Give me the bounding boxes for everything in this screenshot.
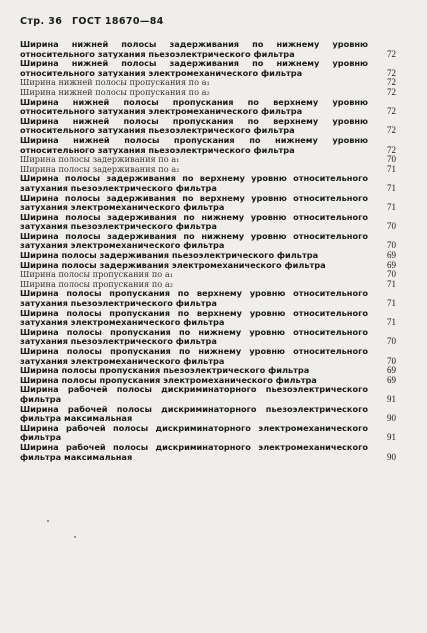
index-page-number: 70 <box>387 221 396 232</box>
index-page-number: 70 <box>387 269 396 280</box>
page-number: Стр. 36 <box>20 16 63 27</box>
index-term: Ширина полосы задерживания по a₂ <box>20 163 180 174</box>
index-term: Ширина полосы задерживания электромеханического фильтра <box>20 259 326 270</box>
index-term: Ширина полосы задерживания по a₁ <box>20 154 180 165</box>
index-page-number: 72 <box>387 125 396 136</box>
index-entry <box>20 174 396 193</box>
index-entry <box>20 136 396 155</box>
index-term: Ширина нижней полосы пропускания по a₂ <box>20 86 210 97</box>
index-term: Ширина нижней полосы пропускания по верхнему уровню относительного затухания электромеханического фильтра <box>20 96 368 117</box>
page-header <box>20 16 164 27</box>
index-page-number: 70 <box>387 240 396 251</box>
index-page-number: 71 <box>387 202 396 213</box>
index-page-number: 71 <box>387 278 396 289</box>
index-entry <box>20 98 396 117</box>
term-index <box>20 40 396 462</box>
index-entry <box>20 289 396 308</box>
index-term: Ширина полосы пропускания по нижнему уровню относительного затухания пьезоэлектрического фильтра <box>20 326 368 347</box>
index-entry <box>20 347 396 366</box>
index-page-number: 70 <box>387 154 396 165</box>
index-page-number: 72 <box>387 106 396 117</box>
index-entry <box>20 59 396 78</box>
index-term: Ширина нижней полосы задерживания по нижнему уровню относительного затухания электромеханического фильтра <box>20 58 368 78</box>
index-term: Ширина полосы задерживания по нижнему уровню относительного затухания электромеханического фильтра <box>20 230 368 251</box>
index-entry <box>20 443 396 462</box>
index-page-number: 69 <box>387 374 396 385</box>
scan-speck <box>74 536 76 538</box>
index-entry <box>20 385 396 404</box>
index-entry <box>20 213 396 232</box>
index-term: Ширина полосы задерживания по верхнему уровню относительного затухания пьезоэлектрического фильтра <box>20 173 368 193</box>
index-term: Ширина полосы пропускания по нижнему уровню относительного затухания электромеханического фильтра <box>20 346 368 366</box>
index-term: Ширина полосы пропускания по верхнему уровню относительного затухания пьезоэлектрического фильтра <box>20 288 368 309</box>
index-term: Ширина нижней полосы задерживания по нижнему уровню относительного затухания пьезоэлектрического фильтра <box>20 39 368 59</box>
index-entry <box>20 194 396 213</box>
standard-number: ГОСТ 18670—84 <box>71 16 164 27</box>
index-page-number: 69 <box>387 250 396 261</box>
index-page-number: 71 <box>387 163 396 174</box>
index-entry <box>20 232 396 251</box>
index-entry <box>20 328 396 347</box>
index-page-number: 72 <box>387 77 396 88</box>
index-page-number: 90 <box>387 451 396 462</box>
index-page-number: 71 <box>387 182 396 193</box>
index-entry <box>20 309 396 328</box>
index-page-number: 91 <box>387 432 396 443</box>
index-term: Ширина рабочей полосы дискриминаторного электромеханического фильтра максимальная <box>20 441 368 462</box>
index-page-number: 90 <box>387 413 396 424</box>
index-term: Ширина рабочей полосы дискриминаторного пьезоэлектрического фильтра максимальная <box>20 403 368 424</box>
scan-speck <box>47 520 49 522</box>
index-term: Ширина полосы задерживания пьезоэлектрического фильтра <box>20 250 319 261</box>
index-term: Ширина нижней полосы пропускания по a₁ <box>20 77 210 88</box>
index-entry <box>20 40 396 59</box>
index-term: Ширина нижней полосы пропускания по нижнему уровню относительного затухания пьезоэлектрического фильтра <box>20 134 368 155</box>
index-term: Ширина нижней полосы пропускания по верхнему уровню относительного затухания пьезоэлектрического фильтра <box>20 115 368 136</box>
index-entry <box>20 405 396 424</box>
index-term: Ширина рабочей полосы дискриминаторного электромеханического фильтра <box>20 422 368 443</box>
index-page-number: 91 <box>387 393 396 404</box>
index-page-number: 70 <box>387 336 396 347</box>
index-term: Ширина полосы пропускания по верхнему уровню относительного затухания электромеханического фильтра <box>20 307 368 328</box>
index-page-number: 69 <box>387 259 396 270</box>
index-page-number: 70 <box>387 355 396 366</box>
index-entry <box>20 424 396 443</box>
index-term: Ширина полосы задерживания по нижнему уровню относительного затухания пьезоэлектрического фильтра <box>20 211 368 232</box>
index-term: Ширина полосы пропускания электромеханического фильтра <box>20 374 317 385</box>
index-entry <box>20 117 396 136</box>
index-term: Ширина полосы пропускания по a₁ <box>20 269 173 280</box>
index-page-number: 72 <box>387 48 396 59</box>
index-page-number: 72 <box>387 67 396 78</box>
index-page-number: 72 <box>387 144 396 155</box>
index-term: Ширина рабочей полосы дискриминаторного пьезоэлектрического фильтра <box>20 384 368 404</box>
index-page-number: 72 <box>387 86 396 97</box>
index-term: Ширина полосы пропускания пьезоэлектрического фильтра <box>20 365 310 376</box>
index-term: Ширина полосы задерживания по верхнему уровню относительного затухания электромеханического фильтра <box>20 192 368 213</box>
index-page-number: 71 <box>387 317 396 328</box>
index-page-number: 69 <box>387 365 396 376</box>
index-term: Ширина полосы пропускания по a₂ <box>20 278 173 289</box>
index-page-number: 71 <box>387 298 396 309</box>
